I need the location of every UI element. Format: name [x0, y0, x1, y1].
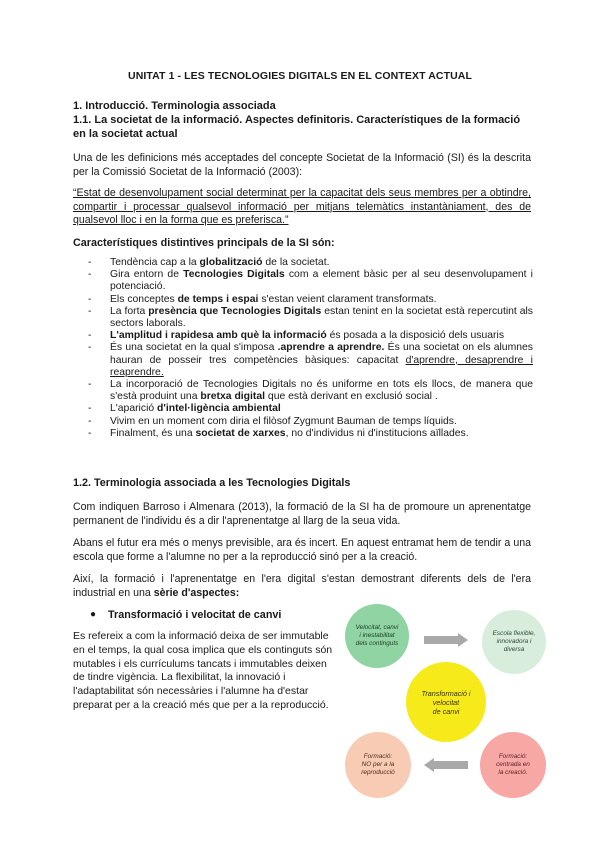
paragraph-3: Així, la formació i l'aprenentatge en l'era digital s'estan demostrant diferents dels de l'era industrial en una sèrie d'aspectes: — [73, 573, 531, 599]
paragraph-1: Com indiquen Barroso i Almenara (2013), la formació de la SI ha de promoure un aprenentatge permanent de l'individu és a dir l'aprenentatge al llarg de la seua vida. — [73, 501, 531, 527]
list-item: - Gira entorn de Tecnologies Digitals com a element bàsic per al seu desenvolupament i potenciació. — [88, 269, 533, 293]
section-subheading: 1.1. La societat de la informació. Aspectes definitoris. Característiques de la formació en la societat actual — [73, 114, 521, 140]
diagram-node-center: Transformació i velocitat de canvi — [406, 662, 486, 742]
section-heading-2: 1.2. Terminologia associada a les Tecnologies Digitals — [73, 477, 351, 489]
list-item: - Vivim en un moment com diria el filòsof Zygmunt Bauman de temps líquids. — [88, 416, 533, 428]
list-item: - L'amplitud i rapidesa amb què la informació és posada a la disposició dels usuaris — [88, 330, 533, 342]
paragraph-2: Abans el futur era més o menys previsible, ara és incert. En aquest entramat hem de tendir a una escola que forme a l'alumne no per a la reproducció sinó per a la creació. — [73, 537, 531, 563]
definition-quote: “Estat de desenvolupament social determinat per la capacitat dels seus membres per a obtindre, compartir i processar qualsevol informació per mitjans telemàtics instantàniament, des de qualsevol lloc i en la forma que es preferisca.” — [73, 187, 531, 226]
features-heading: Característiques distintives principals de la SI són: — [73, 237, 335, 249]
list-item: - És una societat en la qual s'imposa .aprendre a aprendre. És una societat on els alumnes hauran de posseir tres competències bàsiques: capacitat d'aprendre, desaprendre i reaprendre. — [88, 342, 533, 379]
page-title: UNITAT 1 - LES TECNOLOGIES DIGITALS EN EL CONTEXT ACTUAL — [128, 70, 472, 82]
side-paragraph: Es refereix a com la informació deixa de ser immutable en el temps, la qual cosa implica que els continguts són mutables i els currículums tancats i immutables deixen de tindre vigència. La flexibilitat, la innovació i l'adaptabilitat són necessàries i l'alumne ha d'estar preparat per a la creació més que per a la reproducció. — [73, 630, 333, 711]
list-item: - Tendència cap a la globalització de la societat. — [88, 257, 533, 269]
intro-paragraph: Una de les definicions més acceptades del concepte Societat de la Informació (SI) és la descrita per la Comissió Societat de la Informació (2003): — [73, 152, 531, 178]
list-item: - La incorporació de Tecnologies Digitals no és uniforme en tots els llocs, de manera que s'està produint una bretxa digital que està derivant en exclusió social . — [88, 379, 533, 403]
diagram-node-bottom-right: Formació: centrada en la creació. — [480, 732, 546, 798]
features-list — [88, 257, 533, 440]
section-heading: 1. Introducció. Terminologia associada — [73, 100, 276, 112]
list-item: - La forta presència que Tecnologies Digitals estan tenint en la societat està repercutint als sectors laborals. — [88, 306, 533, 330]
arrow-right-icon — [424, 633, 468, 647]
bullet-icon: ● — [90, 609, 97, 620]
diagram-node-bottom-left: Formació: NO per a la reproducció — [345, 732, 411, 798]
arrow-left-icon — [424, 758, 468, 772]
diagram-node-top-right: Escola flexible, innovadora i diversa — [482, 610, 546, 674]
underlined-phrase: d'aprendre, desaprendre i reaprendre. — [110, 354, 533, 378]
list-item: - L'aparició d'intel·ligència ambiental — [88, 403, 533, 415]
bullet-heading: Transformació i velocitat de canvi — [108, 609, 282, 621]
concept-diagram — [332, 600, 562, 835]
list-item: - Finalment, és una societat de xarxes, no d'individus ni d'institucions aïllades. — [88, 428, 533, 440]
list-item: - Els conceptes de temps i espai s'estan veient clarament transformats. — [88, 294, 533, 306]
diagram-node-top-left: Velocitat, canvi i inestabilitat dels continguts — [345, 604, 409, 668]
